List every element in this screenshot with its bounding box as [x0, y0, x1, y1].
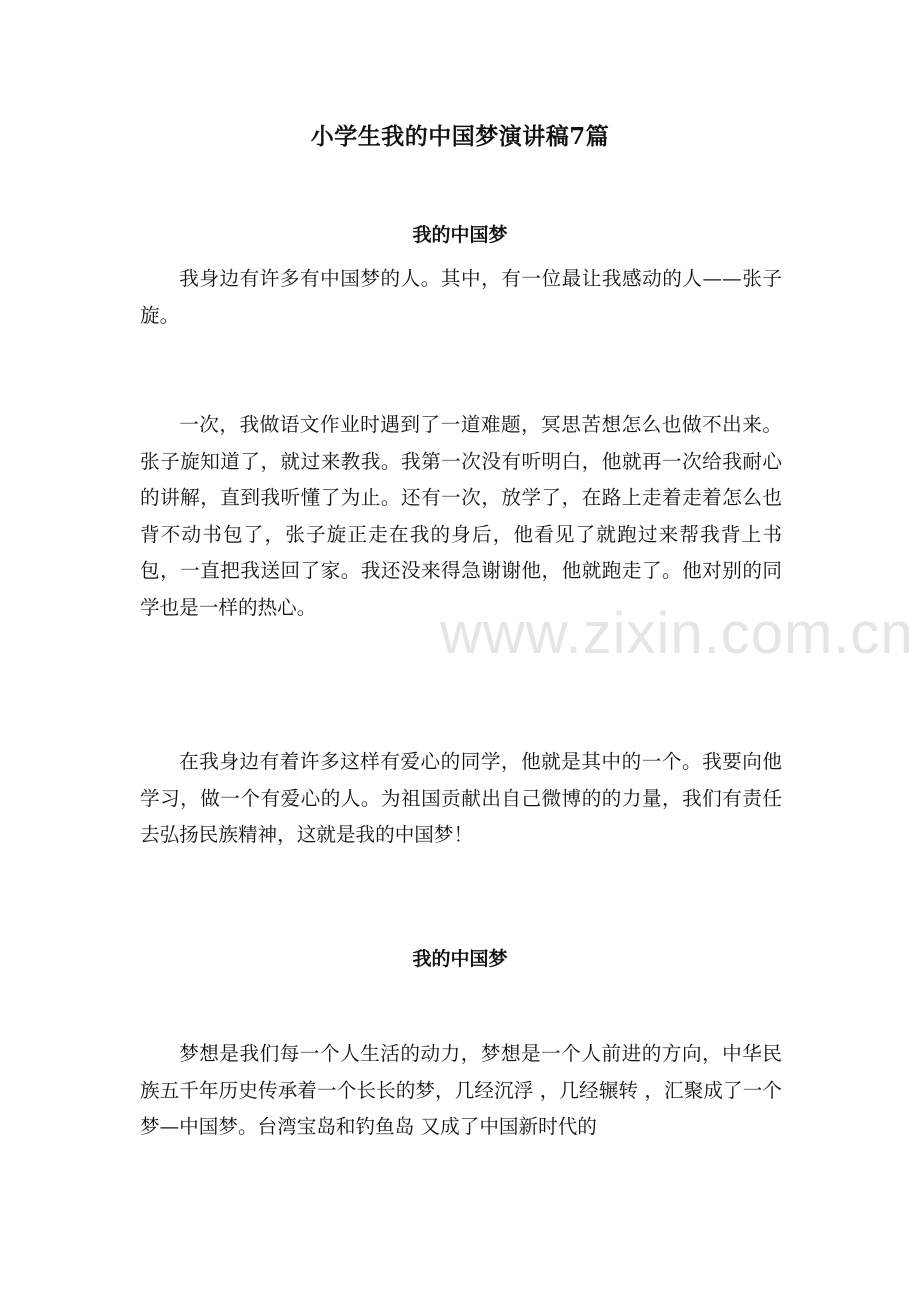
- paragraph: 在我身边有着许多这样有爱心的同学，他就是其中的一个。我要向他学习，做一个有爱心的人。为祖国贡献出自己微博的的力量，我们有责任去弘扬民族精神，这就是我的中国梦！: [140, 750, 782, 846]
- paragraph: 梦想是我们每一个人生活的动力，梦想是一个人前进的方向，中华民族五千年历史传承着一个长长的梦，几经沉浮 ，几经辗转 ，汇聚成了一个梦—中国梦。台湾宝岛和钓鱼岛 又成了中国新时代的: [140, 1042, 782, 1138]
- watermark-text: www.zixin.com.cn: [440, 601, 914, 666]
- section-heading: 我的中国梦: [412, 224, 508, 246]
- document-title: 小学生我的中国梦演讲稿7篇: [310, 123, 610, 150]
- paragraph: 我身边有许多有中国梦的人。其中，有一位最让我感动的人——张子旋。: [140, 267, 782, 327]
- section-heading: 我的中国梦: [412, 948, 508, 970]
- paragraph: 一次，我做语文作业时遇到了一道难题，冥思苦想怎么也做不出来。张子旋知道了，就过来教我。我第一次没有听明白，他就再一次给我耐心的讲解，直到我听懂了为止。还有一次，放学了，在路上走着走着怎么也背不动书包了，张子旋正走在我的身后，他看见了就跑过来帮我背上书包，一直把我送回了家。我还没来得急谢谢他，他就跑走了。他对别的同学也是一样的热心。: [140, 413, 782, 619]
